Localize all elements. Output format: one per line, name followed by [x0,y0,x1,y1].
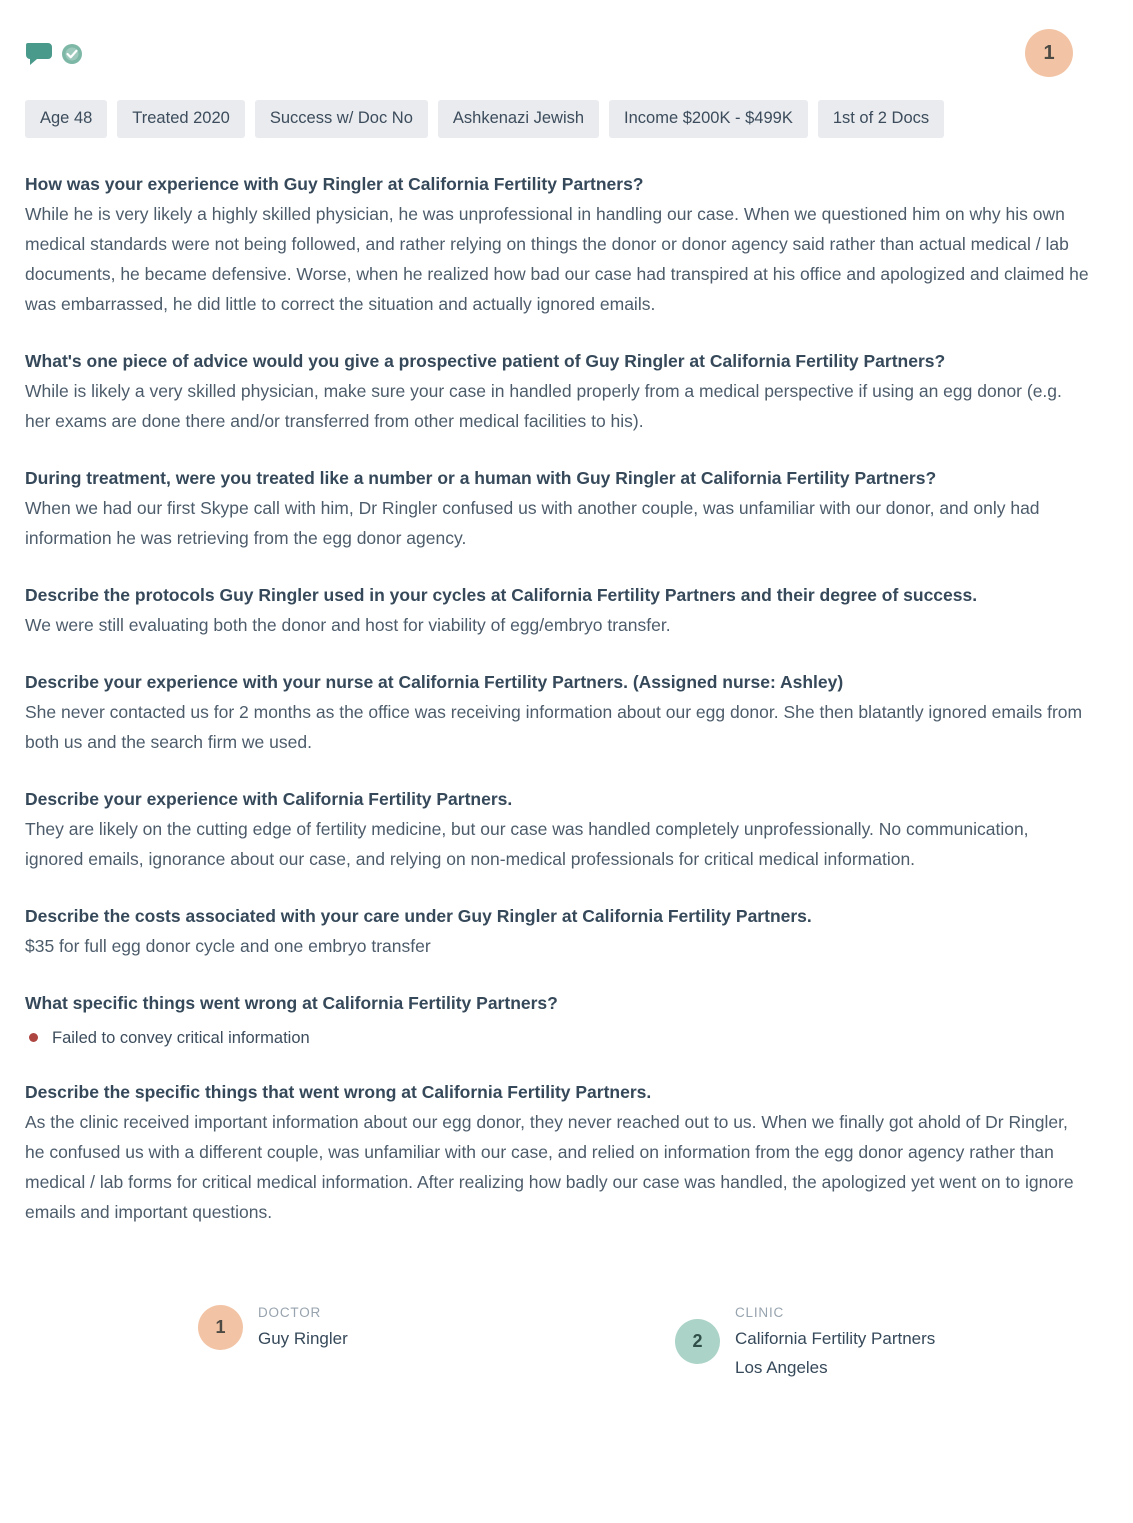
answer-text: While is likely a very skilled physician, make sure your case in handled properly from a medical perspective if using an egg donor (e.g. her exams are done there and/or transferred from other medical facilities to his). [25,380,1062,431]
qa-section-advice [25,346,1089,436]
answer-text: As the clinic received important information about our egg donor, they never reached out to us. When we finally got ahold of Dr Ringler, he confused us with a different couple, was unfamiliar with our case, and relied on information from the egg donor agency rather than medical / lab forms for critical medical information. After realizing how badly our case was handled, the apologized yet went on to ignore emails and important questions. [25,1111,1074,1222]
answer-text: While he is very likely a highly skilled physician, he was unprofessional in handling our case. When we questioned him on why his own medical standards were not being followed, and rather relying on things the donor or donor agency said rather than actual medical / lab documents, he became defensive. Worse, when he realized how bad our case had transpired at his office and apologized and claimed he was embarrassed, he did little to correct the situation and actually ignored emails. [25,203,1089,314]
tag-doc-order: 1st of 2 Docs [818,100,944,138]
review-header [0,0,1133,77]
tag-ethnicity: Ashkenazi Jewish [438,100,599,138]
question-text: Describe the specific things that went wrong at California Fertility Partners. [25,1081,652,1102]
clinic-label: CLINIC [735,1304,785,1320]
doctor-entry[interactable] [198,1302,675,1353]
verified-badge-icon [59,42,85,73]
qa-section-nurse [25,667,1089,757]
answer-text: She never contacted us for 2 months as the office was receiving information about our egg donor. She then blatantly ignored emails from both us and the search firm we used. [25,701,1083,752]
issue-label: Failed to convey critical information [52,1028,310,1047]
clinic-name[interactable]: California Fertility Partners [735,1328,936,1348]
answer-text: When we had our first Skype call with him, Dr Ringler confused us with another couple, was unfamiliar with our donor, and only had information he was retrieving from the egg donor agency. [25,497,1040,548]
question-text: How was your experience with Guy Ringler at California Fertility Partners? [25,173,644,194]
doctor-number-badge: 1 [198,1305,243,1350]
doctor-name[interactable]: Guy Ringler [258,1328,348,1348]
qa-section-experience [25,169,1089,319]
question-text: Describe the protocols Guy Ringler used in your cycles at California Fertility Partners and their degree of success. [25,584,978,605]
question-text: During treatment, were you treated like a number or a human with Guy Ringler at California Fertility Partners? [25,467,937,488]
tag-income: Income $200K - $499K [609,100,808,138]
doctor-label: DOCTOR [258,1304,322,1320]
tag-age: Age 48 [25,100,107,138]
issue-bullet-icon [29,1033,38,1042]
tag-treated-year: Treated 2020 [117,100,245,138]
question-text: What's one piece of advice would you give a prospective patient of Guy Ringler at California Fertility Partners? [25,350,946,371]
qa-section-went-wrong-description [25,1077,1089,1227]
answer-text: $35 for full egg donor cycle and one embryo transfer [25,935,431,956]
qa-section-protocols [25,580,1089,640]
clinic-number-badge: 2 [675,1319,720,1364]
question-text: What specific things went wrong at California Fertility Partners? [25,992,558,1013]
answer-text: They are likely on the cutting edge of fertility medicine, but our case was handled completely unprofessionally. No communication, ignored emails, ignorance about our case, and relying on non-medical professionals for critical medical information. [25,818,1029,869]
clinic-entry[interactable] [675,1302,935,1382]
question-text: Describe your experience with California Fertility Partners. [25,788,513,809]
answer-text: We were still evaluating both the donor and host for viability of egg/embryo transfer. [25,614,671,635]
patient-tag-list [0,77,1133,138]
tag-success: Success w/ Doc No [255,100,428,138]
question-text: Describe your experience with your nurse at California Fertility Partners. (Assigned nurse: Ashley) [25,671,844,692]
qa-section-costs [25,901,1089,961]
review-count-badge: 1 [1025,29,1073,77]
review-body [0,138,1133,1227]
qa-section-went-wrong-list [25,988,1089,1050]
qa-section-number-or-human [25,463,1089,553]
review-type-icons [25,42,85,73]
comments-icon [25,42,55,73]
issue-item [25,1018,1089,1050]
clinic-location: Los Angeles [735,1357,828,1377]
review-footer [0,1254,1133,1412]
question-text: Describe the costs associated with your care under Guy Ringler at California Fertility Partners. [25,905,812,926]
qa-section-clinic-experience [25,784,1089,874]
